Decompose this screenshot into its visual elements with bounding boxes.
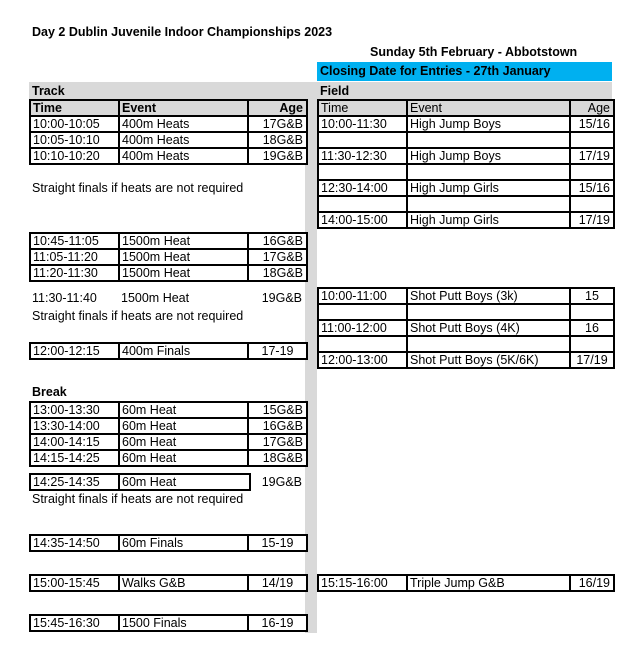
age-cell: 14/19	[248, 575, 307, 591]
field-table-triple-jump	[317, 574, 615, 592]
event-cell: 60m Finals	[119, 535, 248, 551]
age-cell: 19G&B	[248, 148, 307, 164]
field-table-shot-putt	[317, 287, 615, 369]
event-cell: 400m Finals	[119, 343, 248, 359]
event-cell: High Jump Boys	[407, 116, 570, 132]
time-cell: 10:10-10:20	[30, 148, 119, 164]
table-row	[30, 418, 307, 434]
time-cell	[318, 304, 407, 320]
field-header-row	[318, 100, 614, 116]
time-cell: 14:00-15:00	[318, 212, 407, 228]
age-cell: 15/16	[570, 116, 614, 132]
age-cell: 18G&B	[248, 265, 307, 281]
time-cell	[318, 164, 407, 180]
age-cell: 15	[570, 288, 614, 304]
time-cell: 13:30-14:00	[30, 418, 119, 434]
time-cell: 12:30-14:00	[318, 180, 407, 196]
event-cell	[407, 196, 570, 212]
age-cell	[570, 304, 614, 320]
page-title: Day 2 Dublin Juvenile Indoor Championships 2023	[32, 25, 333, 39]
event-cell	[407, 132, 570, 148]
table-row	[30, 116, 307, 132]
age-cell: 18G&B	[248, 450, 307, 466]
age-cell: 19G&B	[261, 475, 302, 489]
age-cell: 16	[570, 320, 614, 336]
col-age: Age	[570, 100, 614, 116]
event-cell: 400m Heats	[119, 148, 248, 164]
event-cell: Walks G&B	[119, 575, 248, 591]
age-cell: 16/19	[570, 575, 614, 591]
table-row	[30, 132, 307, 148]
table-row	[30, 148, 307, 164]
age-cell: 15-19	[248, 535, 307, 551]
time-cell: 11:30-11:40	[32, 291, 97, 305]
track-header-row	[30, 100, 307, 116]
table-row	[30, 615, 307, 631]
note-straight-finals: Straight finals if heats are not required	[32, 309, 244, 323]
event-cell: Shot Putt Boys (4K)	[407, 320, 570, 336]
table-row	[30, 343, 307, 359]
track-heading: Track	[29, 82, 305, 100]
event-cell: 1500m Heat	[119, 233, 248, 249]
event-cell: Shot Putt Boys (5K/6K)	[407, 352, 570, 368]
age-cell: 19G&B	[261, 291, 302, 305]
event-cell	[407, 164, 570, 180]
col-event: Event	[119, 100, 248, 116]
table-row	[30, 249, 307, 265]
time-cell: 10:45-11:05	[30, 233, 119, 249]
table-row	[318, 320, 614, 336]
event-cell: 1500m Heat	[119, 265, 248, 281]
closing-date-banner: Closing Date for Entries - 27th January	[317, 62, 612, 81]
time-cell: 14:15-14:25	[30, 450, 119, 466]
age-cell: 16G&B	[248, 418, 307, 434]
track-table-heats-400	[29, 99, 308, 165]
col-time: Time	[318, 100, 407, 116]
age-cell: 17-19	[248, 343, 307, 359]
table-row	[318, 116, 614, 132]
age-cell: 16G&B	[248, 233, 307, 249]
col-age: Age	[248, 100, 307, 116]
event-cell: High Jump Boys	[407, 148, 570, 164]
time-cell: 12:00-13:00	[318, 352, 407, 368]
col-event: Event	[407, 100, 570, 116]
note-straight-finals: Straight finals if heats are not required	[32, 492, 244, 506]
age-cell: 17G&B	[248, 249, 307, 265]
note-straight-finals: Straight finals if heats are not required	[32, 181, 244, 195]
event-cell: 1500 Finals	[119, 615, 248, 631]
event-cell: Shot Putt Boys (3k)	[407, 288, 570, 304]
event-cell: High Jump Girls	[407, 180, 570, 196]
age-cell	[570, 196, 614, 212]
table-row	[318, 336, 614, 352]
age-cell: 15/16	[570, 180, 614, 196]
age-cell	[570, 336, 614, 352]
event-cell: 400m Heats	[119, 132, 248, 148]
event-cell: 1500m Heat	[119, 249, 248, 265]
age-cell: 17G&B	[248, 434, 307, 450]
track-table-finals-400	[29, 342, 308, 360]
table-row	[30, 265, 307, 281]
event-cell: 60m Heat	[119, 434, 248, 450]
event-cell: 1500m Heat	[121, 291, 190, 305]
col-time: Time	[30, 100, 119, 116]
track-table-heats-1500	[29, 232, 308, 282]
table-row	[30, 450, 307, 466]
table-row	[318, 148, 614, 164]
time-cell: 14:00-14:15	[30, 434, 119, 450]
table-row	[30, 575, 307, 591]
time-cell: 11:00-12:00	[318, 320, 407, 336]
track-table-walks	[29, 574, 308, 592]
time-cell: 14:35-14:50	[30, 535, 119, 551]
track-table-heat-60-partial	[29, 473, 251, 491]
table-row	[318, 304, 614, 320]
time-cell: 14:25-14:35	[30, 474, 119, 490]
field-table-high-jump	[317, 99, 615, 229]
table-row	[318, 288, 614, 304]
table-row	[30, 233, 307, 249]
time-cell	[318, 132, 407, 148]
table-row	[30, 434, 307, 450]
table-row	[318, 212, 614, 228]
event-cell: Triple Jump G&B	[407, 575, 570, 591]
event-cell: High Jump Girls	[407, 212, 570, 228]
event-cell: 400m Heats	[119, 116, 248, 132]
age-cell: 17/19	[570, 148, 614, 164]
event-cell: 60m Heat	[119, 418, 248, 434]
time-cell: 10:00-11:00	[318, 288, 407, 304]
track-table-heats-60	[29, 401, 308, 467]
event-cell: 60m Heat	[119, 402, 248, 418]
event-date-venue: Sunday 5th February - Abbotstown	[370, 45, 578, 59]
age-cell: 17G&B	[248, 116, 307, 132]
table-row	[30, 474, 250, 490]
time-cell: 10:00-10:05	[30, 116, 119, 132]
table-row	[318, 196, 614, 212]
age-cell	[570, 164, 614, 180]
time-cell: 15:15-16:00	[318, 575, 407, 591]
track-table-finals-60	[29, 534, 308, 552]
age-cell: 15G&B	[248, 402, 307, 418]
event-cell	[407, 336, 570, 352]
age-cell: 17/19	[570, 212, 614, 228]
time-cell	[318, 336, 407, 352]
track-table-finals-1500	[29, 614, 308, 632]
time-cell: 12:00-12:15	[30, 343, 119, 359]
table-row	[318, 575, 614, 591]
time-cell: 10:00-11:30	[318, 116, 407, 132]
time-cell: 11:30-12:30	[318, 148, 407, 164]
event-cell: 60m Heat	[119, 450, 248, 466]
field-heading: Field	[317, 82, 612, 100]
age-cell: 16-19	[248, 615, 307, 631]
break-label: Break	[32, 385, 67, 399]
table-row	[30, 402, 307, 418]
time-cell: 10:05-10:10	[30, 132, 119, 148]
event-cell	[407, 304, 570, 320]
event-cell: 60m Heat	[119, 474, 250, 490]
age-cell: 17/19	[570, 352, 614, 368]
time-cell: 15:45-16:30	[30, 615, 119, 631]
time-cell: 15:00-15:45	[30, 575, 119, 591]
table-row-unboxed	[32, 290, 97, 306]
table-row	[318, 132, 614, 148]
table-row	[318, 352, 614, 368]
age-cell	[570, 132, 614, 148]
time-cell: 11:20-11:30	[30, 265, 119, 281]
age-cell: 18G&B	[248, 132, 307, 148]
time-cell: 11:05-11:20	[30, 249, 119, 265]
time-cell: 13:00-13:30	[30, 402, 119, 418]
table-row	[318, 164, 614, 180]
table-row	[30, 535, 307, 551]
table-row	[318, 180, 614, 196]
time-cell	[318, 196, 407, 212]
